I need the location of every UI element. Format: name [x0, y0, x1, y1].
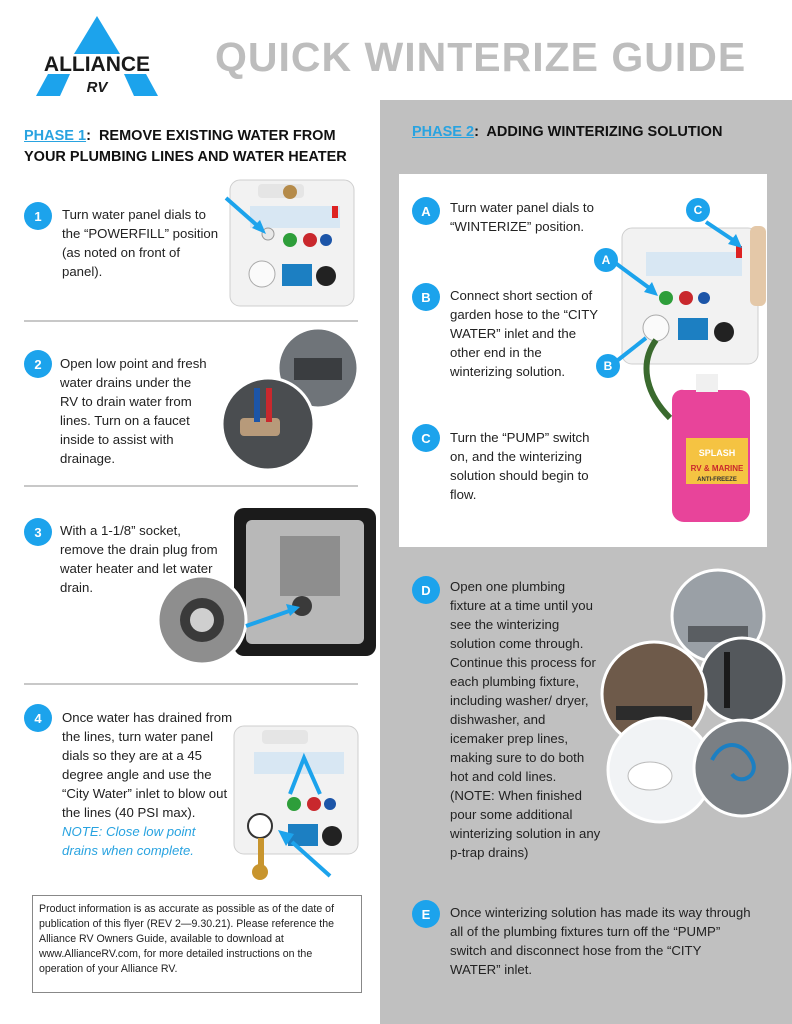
- step-b-text: Connect short section of garden hose to the “CITY WATER” inlet and the other end in the winterizing solution.: [450, 288, 598, 379]
- phase1-tag: PHASE 1: [24, 128, 87, 144]
- svg-text:ANTI-FREEZE: ANTI-FREEZE: [697, 477, 737, 483]
- low-point-drain-photos: [214, 328, 360, 472]
- step-2-text: Open low point and fresh water drains under the RV to drain water from lines. Turn on a faucet inside to assist with drainage.: [60, 356, 207, 466]
- water-panel-photo-1: [228, 178, 356, 308]
- callout-a: A: [594, 248, 618, 272]
- callout-c: C: [686, 198, 710, 222]
- phase1-title: REMOVE EXISTING WATER FROM YOUR PLUMBING LINES AND WATER HEATER: [24, 128, 347, 165]
- step-a-text: Turn water panel dials to “WINTERIZE” position.: [450, 200, 594, 234]
- step-1-badge: 1: [24, 202, 52, 230]
- svg-text:ALLIANCE: ALLIANCE: [43, 53, 151, 76]
- step-1-text: Turn water panel dials to the “POWERFILL” position (as noted on front of panel).: [62, 207, 219, 279]
- water-heater-photos: [160, 506, 378, 666]
- step-c-text: Turn the “PUMP” switch on, and the winterizing solution should begin to flow.: [450, 430, 590, 502]
- water-panel-photo-2: [232, 724, 360, 888]
- step-3-badge: 3: [24, 518, 52, 546]
- step-a-badge: A: [412, 197, 440, 225]
- divider-3: [24, 683, 358, 685]
- svg-text:SPLASH: SPLASH: [698, 448, 736, 458]
- callout-b: B: [596, 354, 620, 378]
- alliance-rv-logo: [22, 14, 172, 98]
- page-title: QUICK WINTERIZE GUIDE: [215, 34, 747, 80]
- disclaimer-box: Product information is as accurate as possible as of the date of publication of this flyer (REV 2—9.30.21). Please reference the Alliance RV Owners Guide, available to download at www.AllianceRV.com, for more detailed instructions on the operation of your Alliance RV.: [32, 895, 362, 993]
- step-d-badge: D: [412, 576, 440, 604]
- phase2-heading: PHASE 2: ADDING WINTERIZING SOLUTION: [412, 124, 723, 140]
- step-b-badge: B: [412, 283, 440, 311]
- step-4-text: [62, 708, 234, 860]
- plumbing-fixtures-photos: [592, 570, 788, 838]
- step-4-body: Once water has drained from the lines, turn water panel dials so they are at a 45 degree angle and use the “City Water” inlet to blow out the lines (40 PSI max).: [62, 710, 233, 820]
- step-c-badge: C: [412, 424, 440, 452]
- phase2-title: ADDING WINTERIZING SOLUTION: [486, 124, 723, 140]
- divider-1: [24, 320, 358, 322]
- step-d-text: Open one plumbing fixture at a time until you see the winterizing solution come through. Continue this process for each plumbing fixture, including washer/ dryer, dishwasher, and icemaker prep lines, making sure to do both hot and cold lines. (NOTE: When finished pour some additional winterizing solution in any p-trap drains): [450, 579, 601, 860]
- step-3-text: With a 1-1/8” socket, remove the drain plug from water heater and let water drain.: [60, 523, 218, 595]
- step-4-badge: 4: [24, 704, 52, 732]
- svg-text:RV: RV: [86, 79, 108, 96]
- phase2-tag: PHASE 2: [412, 124, 475, 140]
- step-e-text: Once winterizing solution has made its way through all of the plumbing fixtures turn off the “PUMP” switch and disconnect hose from the “CITY WATER” inlet.: [450, 905, 751, 977]
- phase1-heading: PHASE 1: REMOVE EXISTING WATER FROM YOUR PLUMBING LINES AND WATER HEATER: [24, 128, 347, 165]
- step-e-badge: E: [412, 900, 440, 928]
- winterize-panel-photo: [600, 222, 768, 532]
- divider-2: [24, 485, 358, 487]
- step-2-badge: 2: [24, 350, 52, 378]
- svg-text:RV & MARINE: RV & MARINE: [690, 464, 744, 473]
- step-4-note: NOTE: Close low point drains when complete.: [62, 824, 196, 858]
